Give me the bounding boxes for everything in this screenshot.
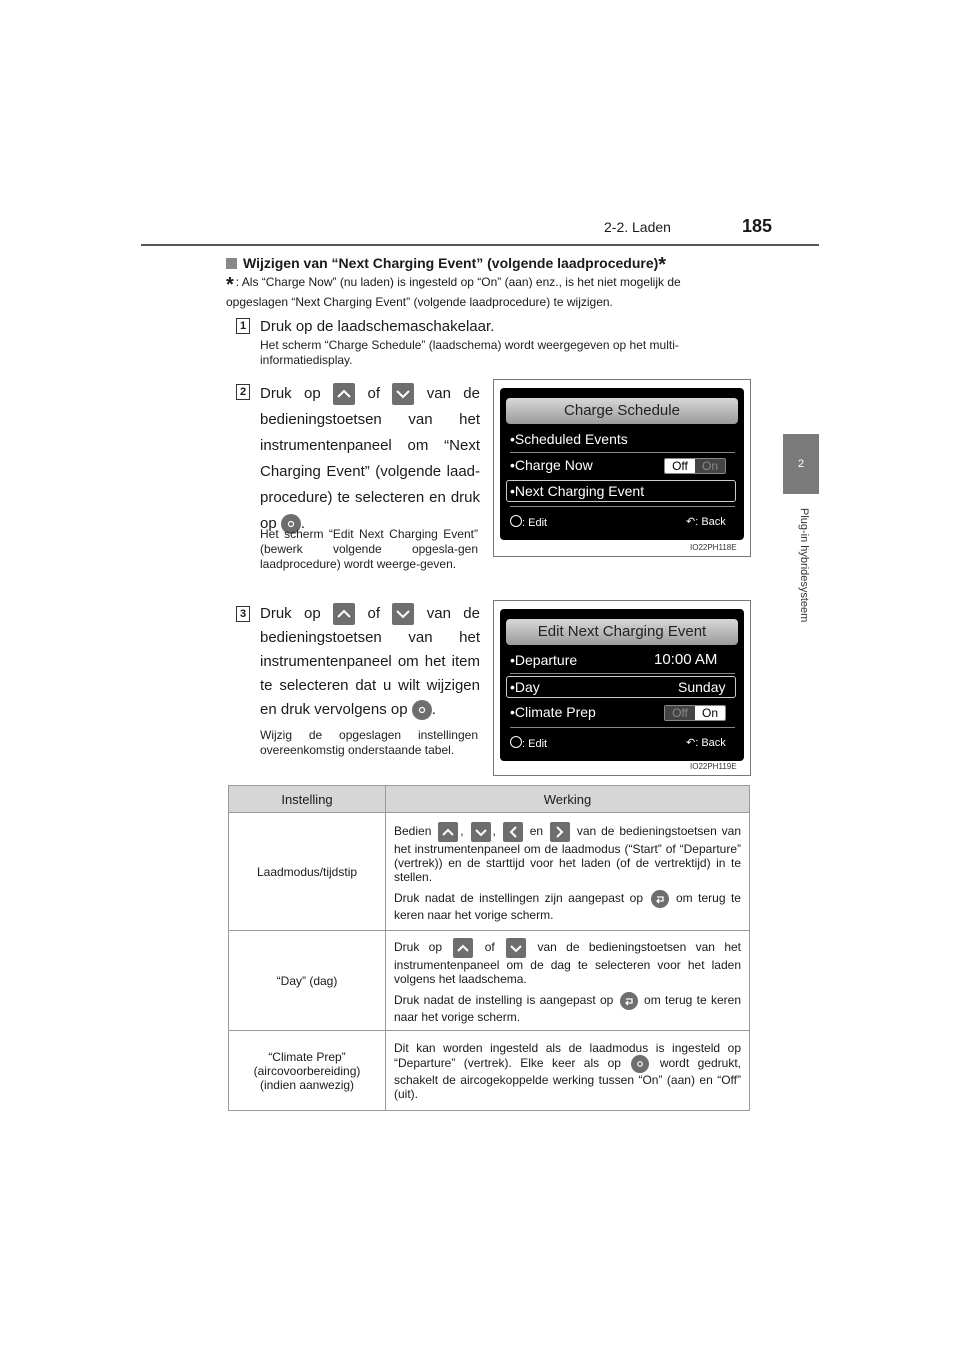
menu-divider [510,506,735,507]
column-header: Werking [386,786,750,813]
menu-divider [510,452,735,453]
operation-cell: Bedien , , en van de bedieningstoetsen van het instrumentenpaneel om de laadmodus (“Start” of “Departure” (vertrek)) en de starttijd voor het laden (of de vertrektijd) in te stellen. Druk nadat de instellingen zijn aangepast op om terug te keren naar het vorige scherm. [386,813,750,931]
footnote-text: : Als “Charge Now” (nu laden) is ingesteld op “On” (aan) enz., is het niet mogelijk de opgeslagen “Next Charging Event” (volgende laadprocedure) te wijzigen. [226,275,681,309]
menu-item-next-charging-event: •Next Charging Event [510,483,645,499]
setting-cell [229,1031,386,1111]
menu-divider [510,673,735,674]
down-key-icon [506,938,526,958]
square-bullet-icon [226,258,237,269]
back-arrow-icon: ↶ [686,516,696,528]
table-header-row [229,786,750,813]
ok-key-icon [631,1055,649,1073]
back-arrow-icon: ↶ [686,737,696,749]
up-key-icon [438,822,458,842]
section-title [226,254,667,276]
menu-item-day: •Day [510,679,540,695]
menu-divider [510,727,735,728]
edit-hint: : Edit [510,515,547,529]
back-key-icon [620,992,638,1010]
section-label: 2-2. Laden [604,219,671,235]
ok-dial-icon [510,515,522,527]
screen-image-edit-next-charging-event [493,600,751,776]
title-footnote-marker: * [658,254,667,276]
setting-line: “Climate Prep” [268,1049,346,1064]
header-rule [141,244,819,246]
settings-table [228,785,750,1111]
charge-now-toggle: Off On [664,458,726,474]
edit-hint: : Edit [510,736,547,750]
footnote-marker: * [226,274,234,296]
day-value: Sunday [678,679,726,695]
table-row [229,1031,750,1111]
down-key-icon [392,383,414,405]
menu-item-departure: •Departure [510,652,578,668]
step-3-sub: Wijzig de opgeslagen instellingen overeenkomstig onderstaande tabel. [260,728,478,757]
down-key-icon [471,822,491,842]
climate-prep-toggle: Off On [664,705,726,721]
back-hint: ↶: Back [686,516,726,528]
right-key-icon [550,822,570,842]
operation-cell: Druk op of van de bedieningstoetsen van het instrumentenpaneel om de dag te selecteren voor het laden volgens het laadschema. Druk nadat de instelling is aangepast op om terug te keren naar het vorige scherm. [386,931,750,1031]
display-screen [500,388,744,540]
table-row [229,931,750,1031]
step-number-1: 1 [236,318,250,334]
column-header: Instelling [229,786,386,813]
operation-cell: Dit kan worden ingesteld als de laadmodus is ingesteld op “Departure” (vertrek). Elke keer als op wordt gedrukt, schakelt de aircogekoppelde werking tussen “On” (aan) en “Off” (uit). [386,1031,750,1111]
up-key-icon [453,938,473,958]
step-3-text: Druk op of van de bedieningstoetsen van het instrumentenpaneel om het item te selecteren dat u wilt wijzigen en druk vervolgens op . [260,602,480,722]
screen-image-charge-schedule [493,379,751,557]
departure-value: 10:00 AM [654,651,718,668]
image-id: IO22PH119E [690,762,737,771]
step-1-sub: Het scherm “Charge Schedule” (laadschema) wordt weergegeven op het multi-informatiedisplay. [260,338,679,367]
display-screen [500,609,744,761]
chapter-tab: 2 [783,434,819,494]
ok-dial-icon [510,736,522,748]
ok-key-icon [412,700,432,720]
step-2-sub: Het scherm “Edit Next Charging Event” (bewerk volgende opgesla-gen laadprocedure) wordt weerge-geven. [260,527,478,571]
back-key-icon [651,890,669,908]
menu-item-climate-prep: •Climate Prep [510,704,596,720]
step-number-2: 2 [236,384,250,400]
setting-cell: “Day” (dag) [229,931,386,1031]
down-key-icon [392,603,414,625]
setting-line: (aircovoorbereiding) [253,1063,361,1078]
footnote [226,274,746,311]
up-key-icon [333,383,355,405]
back-hint: ↶: Back [686,737,726,749]
page-number: 185 [742,216,773,236]
menu-item-scheduled-events: •Scheduled Events [510,431,628,447]
step-number-3: 3 [236,606,250,622]
menu-item-charge-now: •Charge Now [510,457,593,473]
chapter-label: Plug-in hybridesysteem [798,508,810,623]
table-row [229,813,750,931]
chapter-label-wrap [796,508,810,648]
screen-title: Edit Next Charging Event [506,619,738,645]
step-2-text: Druk op of van de bedieningstoetsen van het instrumentenpaneel om “Next Charging Event” (volgende laad-procedure) te selecteren en druk op . [260,381,480,537]
up-key-icon [333,603,355,625]
screen-title: Charge Schedule [506,398,738,424]
setting-cell: Laadmodus/tijdstip [229,813,386,931]
setting-line: (indien aanwezig) [259,1077,355,1092]
left-key-icon [503,822,523,842]
image-id: IO22PH118E [690,543,737,552]
step-1-text: Druk op de laadschemaschakelaar. [260,318,495,335]
title-text: Wijzigen van “Next Charging Event” (volgende laadprocedure) [243,255,659,271]
